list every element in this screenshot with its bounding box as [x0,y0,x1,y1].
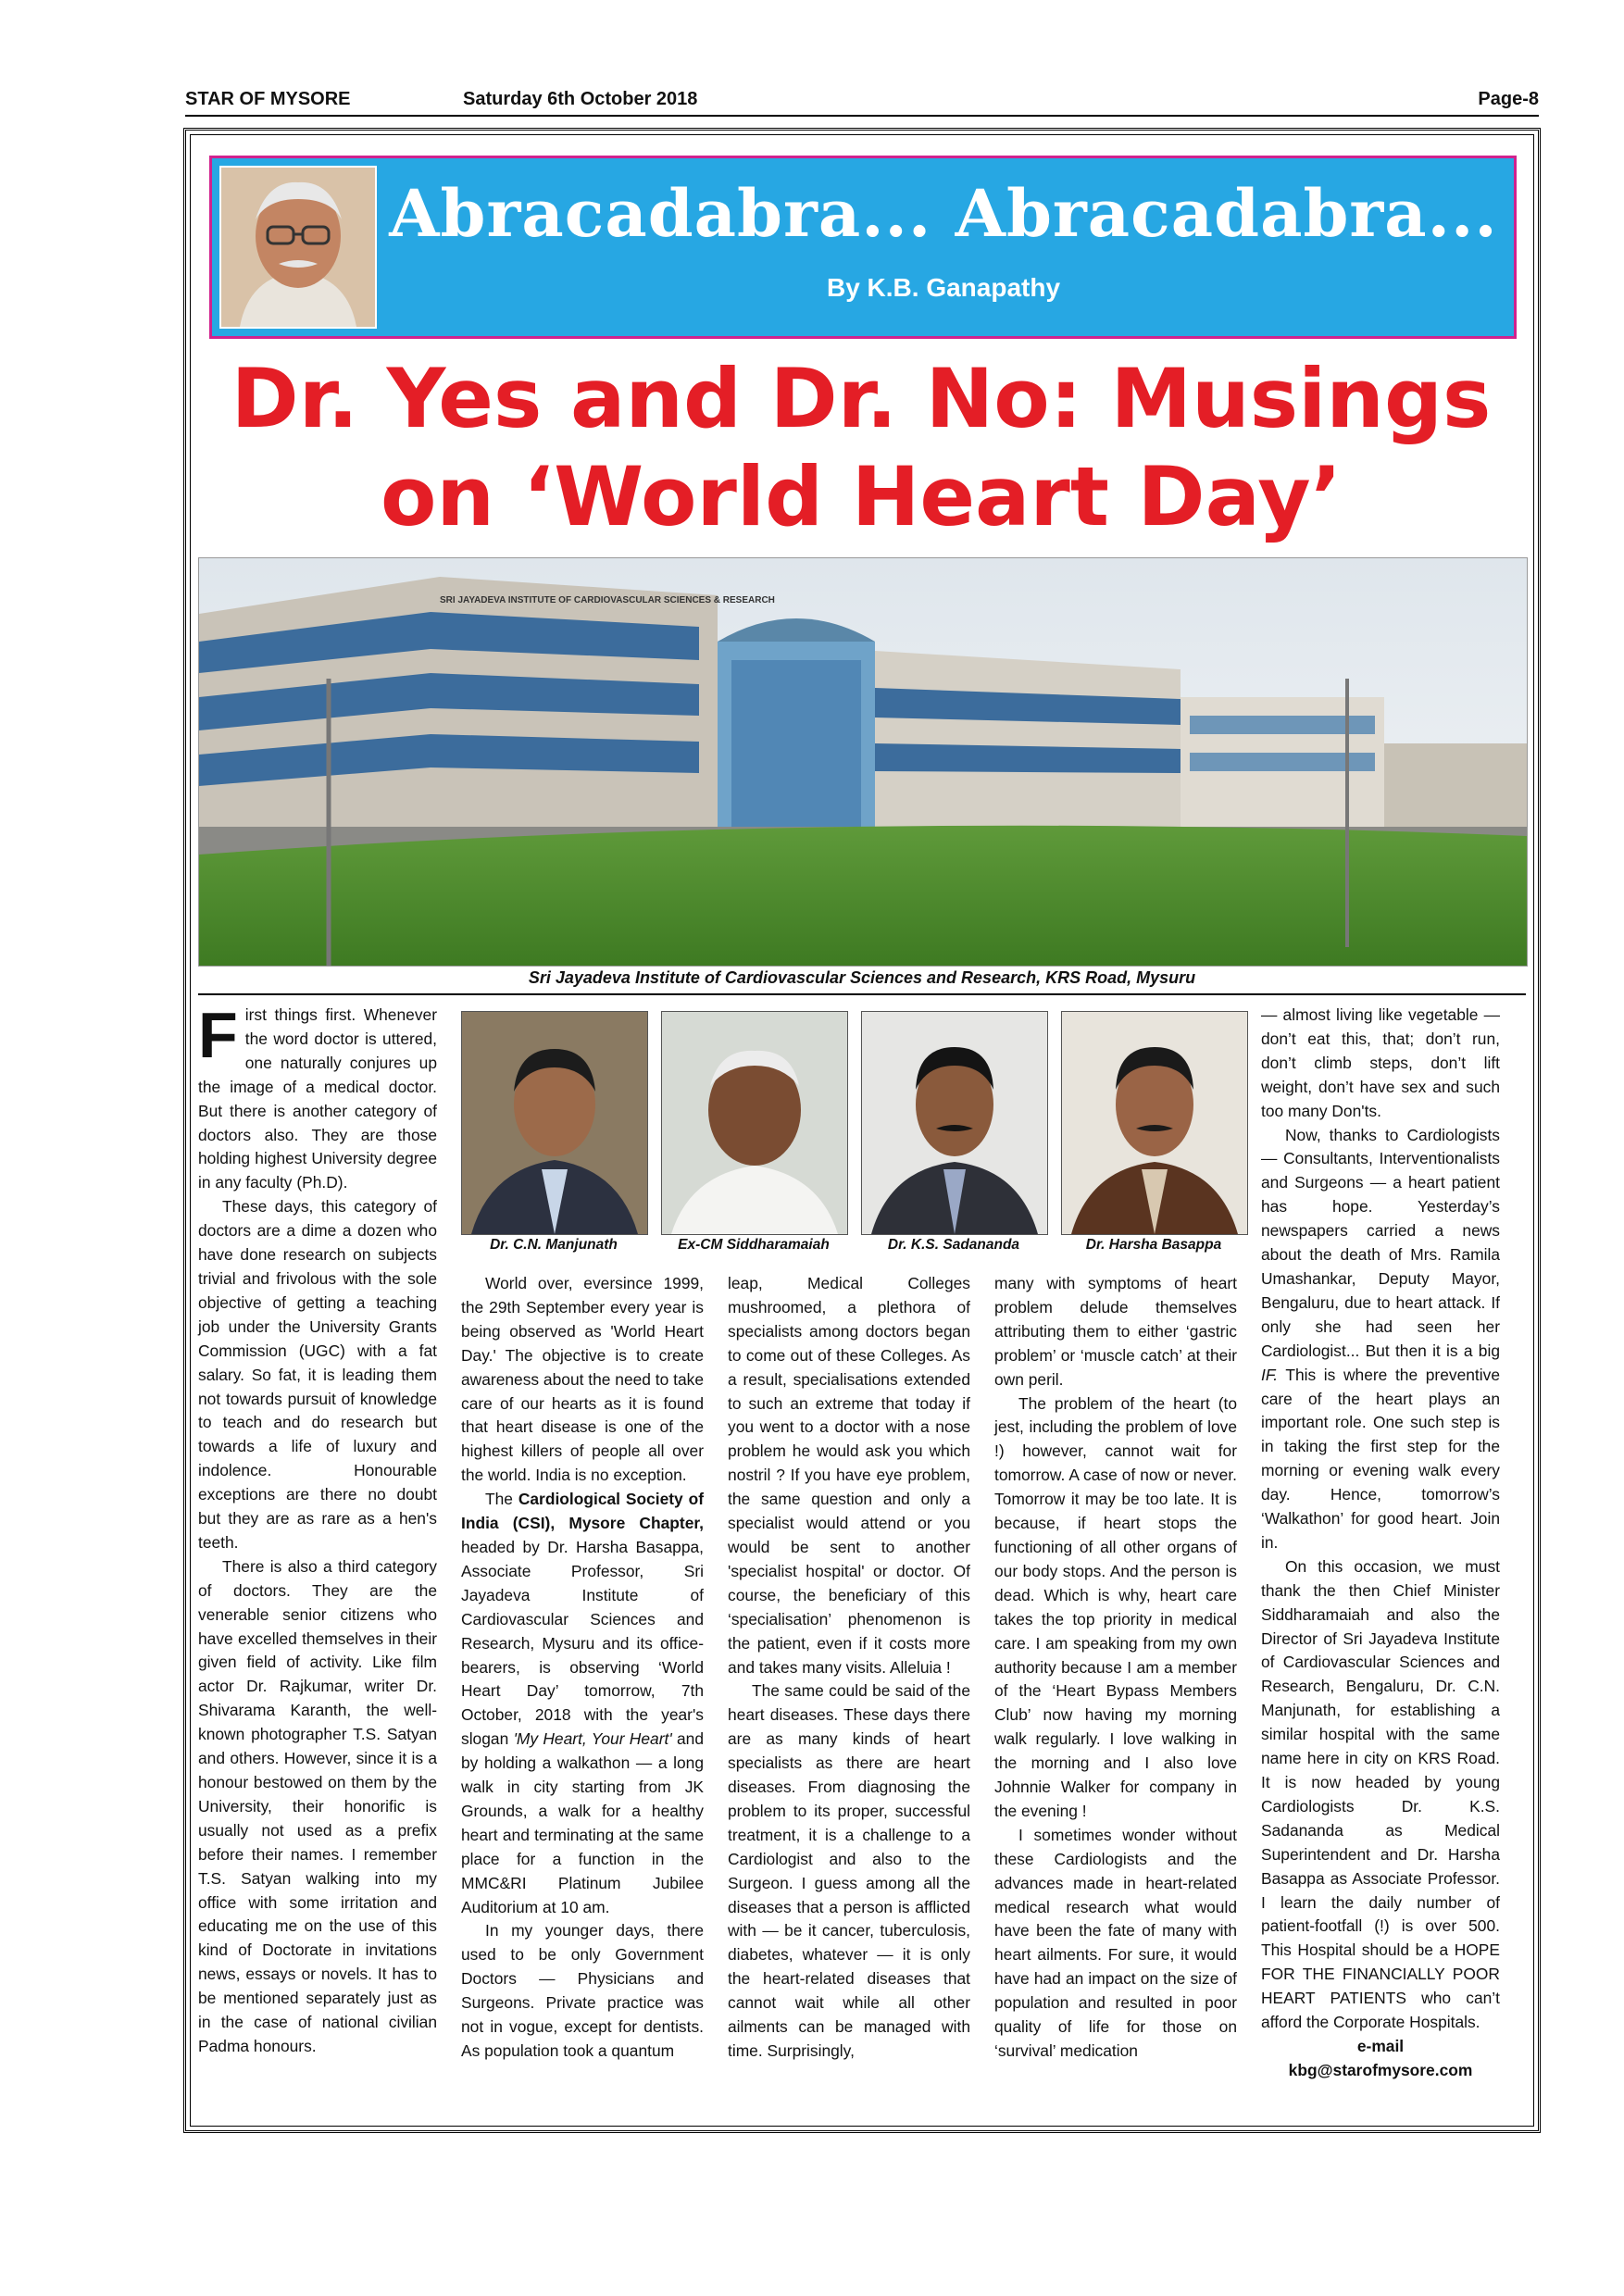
building-sign: SRI JAYADEVA INSTITUTE OF CARDIOVASCULAR SCIENCES & RESEARCH [440,595,775,605]
paragraph-text: irst things first. Whenever the word doctor is uttered, one naturally conjures up the image of a medical doctor. But there is another category of doctors also. They are those holding highest University degree in any faculty (Ph.D). [198,1005,437,1192]
hospital-photo [198,557,1528,967]
article-column-3 [728,1272,970,2064]
paragraph: World over, eversince 1999, the 29th September every year is being observed as 'World Heart Day.' The objective is to create awareness about the need to take care of our hearts as it is found that heart disease is one of the highest killers of people all over the world. India is no exception. [461,1274,705,1485]
email-address: kbg@starofmysore.com [1288,2060,1473,2079]
portrait-caption-sadananda: Dr. K.S. Sadananda [887,1237,1020,1253]
column-byline: By K.B. Ganapathy [826,273,1061,302]
portrait-caption-manjunath: Dr. C.N. Manjunath [490,1237,618,1253]
article-column-4 [994,1272,1237,2064]
publication-name: STAR OF MYSORE [185,89,351,109]
article-headline [194,350,1528,546]
photo-caption: Sri Jayadeva Institute of Cardiovascular Sciences and Research, KRS Road, Mysuru [198,968,1526,995]
article-column-1 [198,999,437,2059]
portrait-caption-siddharamaiah: Ex-CM Siddharamaiah [678,1237,830,1253]
portrait-basappa [1061,1011,1248,1235]
paragraph [461,1488,704,1919]
portrait-caption-basappa: Dr. Harsha Basappa [1085,1237,1222,1253]
portrait-manjunath [461,1011,648,1235]
paragraph: On this occasion, we must thank the then Chief Minister Siddharamaiah and also the Director of Sri Jayadeva Institute of Cardiovascular Sciences and Research, Bengaluru, Dr. C.N. Manjunath, for establishing a similar hospital with the same name here in city on KRS Road. It is now headed by young Cardiologists Dr. K.S. Sadananda as Medical Superintendent and Dr. Harsha Basappa as Associate Professor. I learn the daily number of patient-footfall (!) is over 500. This Hospital should be a HOPE FOR THE FINANCIALLY POOR HEART PATIENTS who can’t afford the Corporate Hospitals. [1261,1556,1500,2032]
drop-cap: F [198,999,238,1071]
paragraph [198,999,437,1195]
column-title: Abracadabra... Abracadabra... [389,175,1498,252]
article-column-2 [461,1272,704,2064]
author-photo [219,166,377,329]
paragraph [1261,1124,1500,1555]
email-label: e-mail [1356,2036,1405,2055]
header-rule [185,115,1539,117]
portrait-sadananda [861,1011,1048,1235]
paragraph: In my younger days, there used to be only Government Doctors — Physicians and Surgeons. Private practice was not in vogue, except for dentists. As population took a quantum [461,1921,704,2060]
paragraph: — almost living like vegetable — don’t eat this, that; don’t run, don’t climb steps, don’t lift weight, don’t have sex and such too many Don'ts. [1261,1005,1500,1120]
issue-date: Saturday 6th October 2018 [463,89,698,109]
article-column-5 [1261,1004,1500,2083]
paragraph-text: and by holding a walkathon — a long walk in city starting from JK Grounds, a walk for a healthy heart and terminating at the same place for a function in the MMC&RI Platinum Jubilee Auditorium at 10 am. [461,1729,704,1916]
paragraph: The same could be said of the heart diseases. These days there are as many kinds of heart specialists as there are heart diseases. From diagnosing the problem to its proper, successful treatment, it is a challenge to a Cardiologist and also to the Surgeon. I guess among all the diseases that a person is afflicted with — be it cancer, tuberculosis, diabetes, whatever — it is only the heart-related diseases that cannot wait while all other ailments can be managed with time. Surprisingly, [728,1681,970,2060]
italic-text: 'My Heart, Your Heart' [513,1729,672,1749]
paragraph-text: The [485,1490,518,1509]
paragraph: These days, this category of doctors are a dime a dozen who have done research on subjects trivial and frivolous with the sole objective of getting a teaching job under the University Grants Commission (UGC) with a fat salary. So fat, it is leading them not towards pursuit of knowledge to teach and do research but towards a life of luxury and indolence. Honourable exceptions are there no doubt but they are as rare as a hen's teeth. [198,1197,437,1552]
paragraph: There is also a third category of doctors. They are the venerable senior citizens who have excelled themselves in their given field of activity. Like film actor Dr. Rajkumar, writer Dr. Shivarama Karanth, the well-known photographer T.S. Satyan and others. However, since it is a honour bestowed on them by the University, their honorific is usually not used as a prefix before their names. I remember T.S. Satyan walking into my office with some irritation and educating me on the use of this kind of Doctorate in invitations news, essays or novels. It has to be mentioned separately just as in the case of national civilian Padma honours. [198,1556,437,2055]
paragraph: leap, Medical Colleges mushroomed, a plethora of specialists among doctors began to come out of these Colleges. As a result, specialisations extended to such an extreme that today if you went to a doctor with a nose problem he would ask you which nostril ? If you have eye problem, the same question and only a specialist would attend or you would be sent to another 'specialist hospital' or doctor. Of course, the beneficiary of this ‘specialisation’ phenomenon is the patient, even if it costs more and takes many visits. Alleluia ! [728,1274,970,1677]
paragraph: I sometimes wonder without these Cardiologists and the advances made in heart-related medical research what would have been the fate of many with heart ailments. For sure, it would have had an impact on the size of population and resulted in poor quality of life for those on ‘survival’ medication [994,1825,1237,2060]
paragraph: many with symptoms of heart problem delude themselves attributing them to either ‘gastric problem’ or ‘muscle catch’ at their own peril. [994,1274,1237,1389]
headline-line-1: Dr. Yes and Dr. No: Musings [231,351,1492,446]
paragraph: The problem of the heart (to jest, including the problem of love !) however, cannot wait for tomorrow. A case of now or never. Tomorrow it may be too late. It is because, if heart stops the functioning of all other organs of our body stops. And the person is dead. Which is why, heart care takes the top priority in medical care. I am speaking from my own authority because I am a member of the ‘Heart Bypass Members Club’ now having my morning walk regularly. I love walking in the morning and I also love Johnnie Walker for company in the evening ! [994,1393,1237,1820]
column-banner [209,156,1517,339]
paragraph-text: Now, thanks to Cardiologists — Consultants, Interventionalists and Surgeons — a heart patient has hope. Yesterday’s newspapers carried a news about the death of Mrs. Ramila Umashankar, Deputy Mayor, Bengaluru, due to heart attack. If only she had seen her Cardiologist... But then it is a big [1261,1125,1500,1360]
bold-text: Cardiological Society of India (CSI), Mysore Chapter, [461,1490,704,1533]
italic-text: IF. [1261,1365,1279,1384]
paragraph-text: headed by Dr. Harsha Basappa, Associate Professor, Sri Jayadeva Institute of Cardiovascular Sciences and Research, Mysuru and its office-bearers, is observing ‘World Heart Day’ tomorrow, 7th October, 2018 with the year's slogan [461,1537,704,1749]
author-contact [1261,2035,1500,2083]
headline-line-2: on ‘World Heart Day’ [380,449,1343,544]
portrait-siddharamaiah [661,1011,848,1235]
page-number: Page-8 [1478,89,1539,109]
paragraph-text: This is where the preventive care of the heart plays an important role. One such step is in taking the first step for the morning or evening walk every day. Hence, tomorrow’s ‘Walkathon’ for good heart. Join in. [1261,1365,1500,1552]
page-header [185,89,1539,115]
portrait-strip [461,1011,1248,1253]
